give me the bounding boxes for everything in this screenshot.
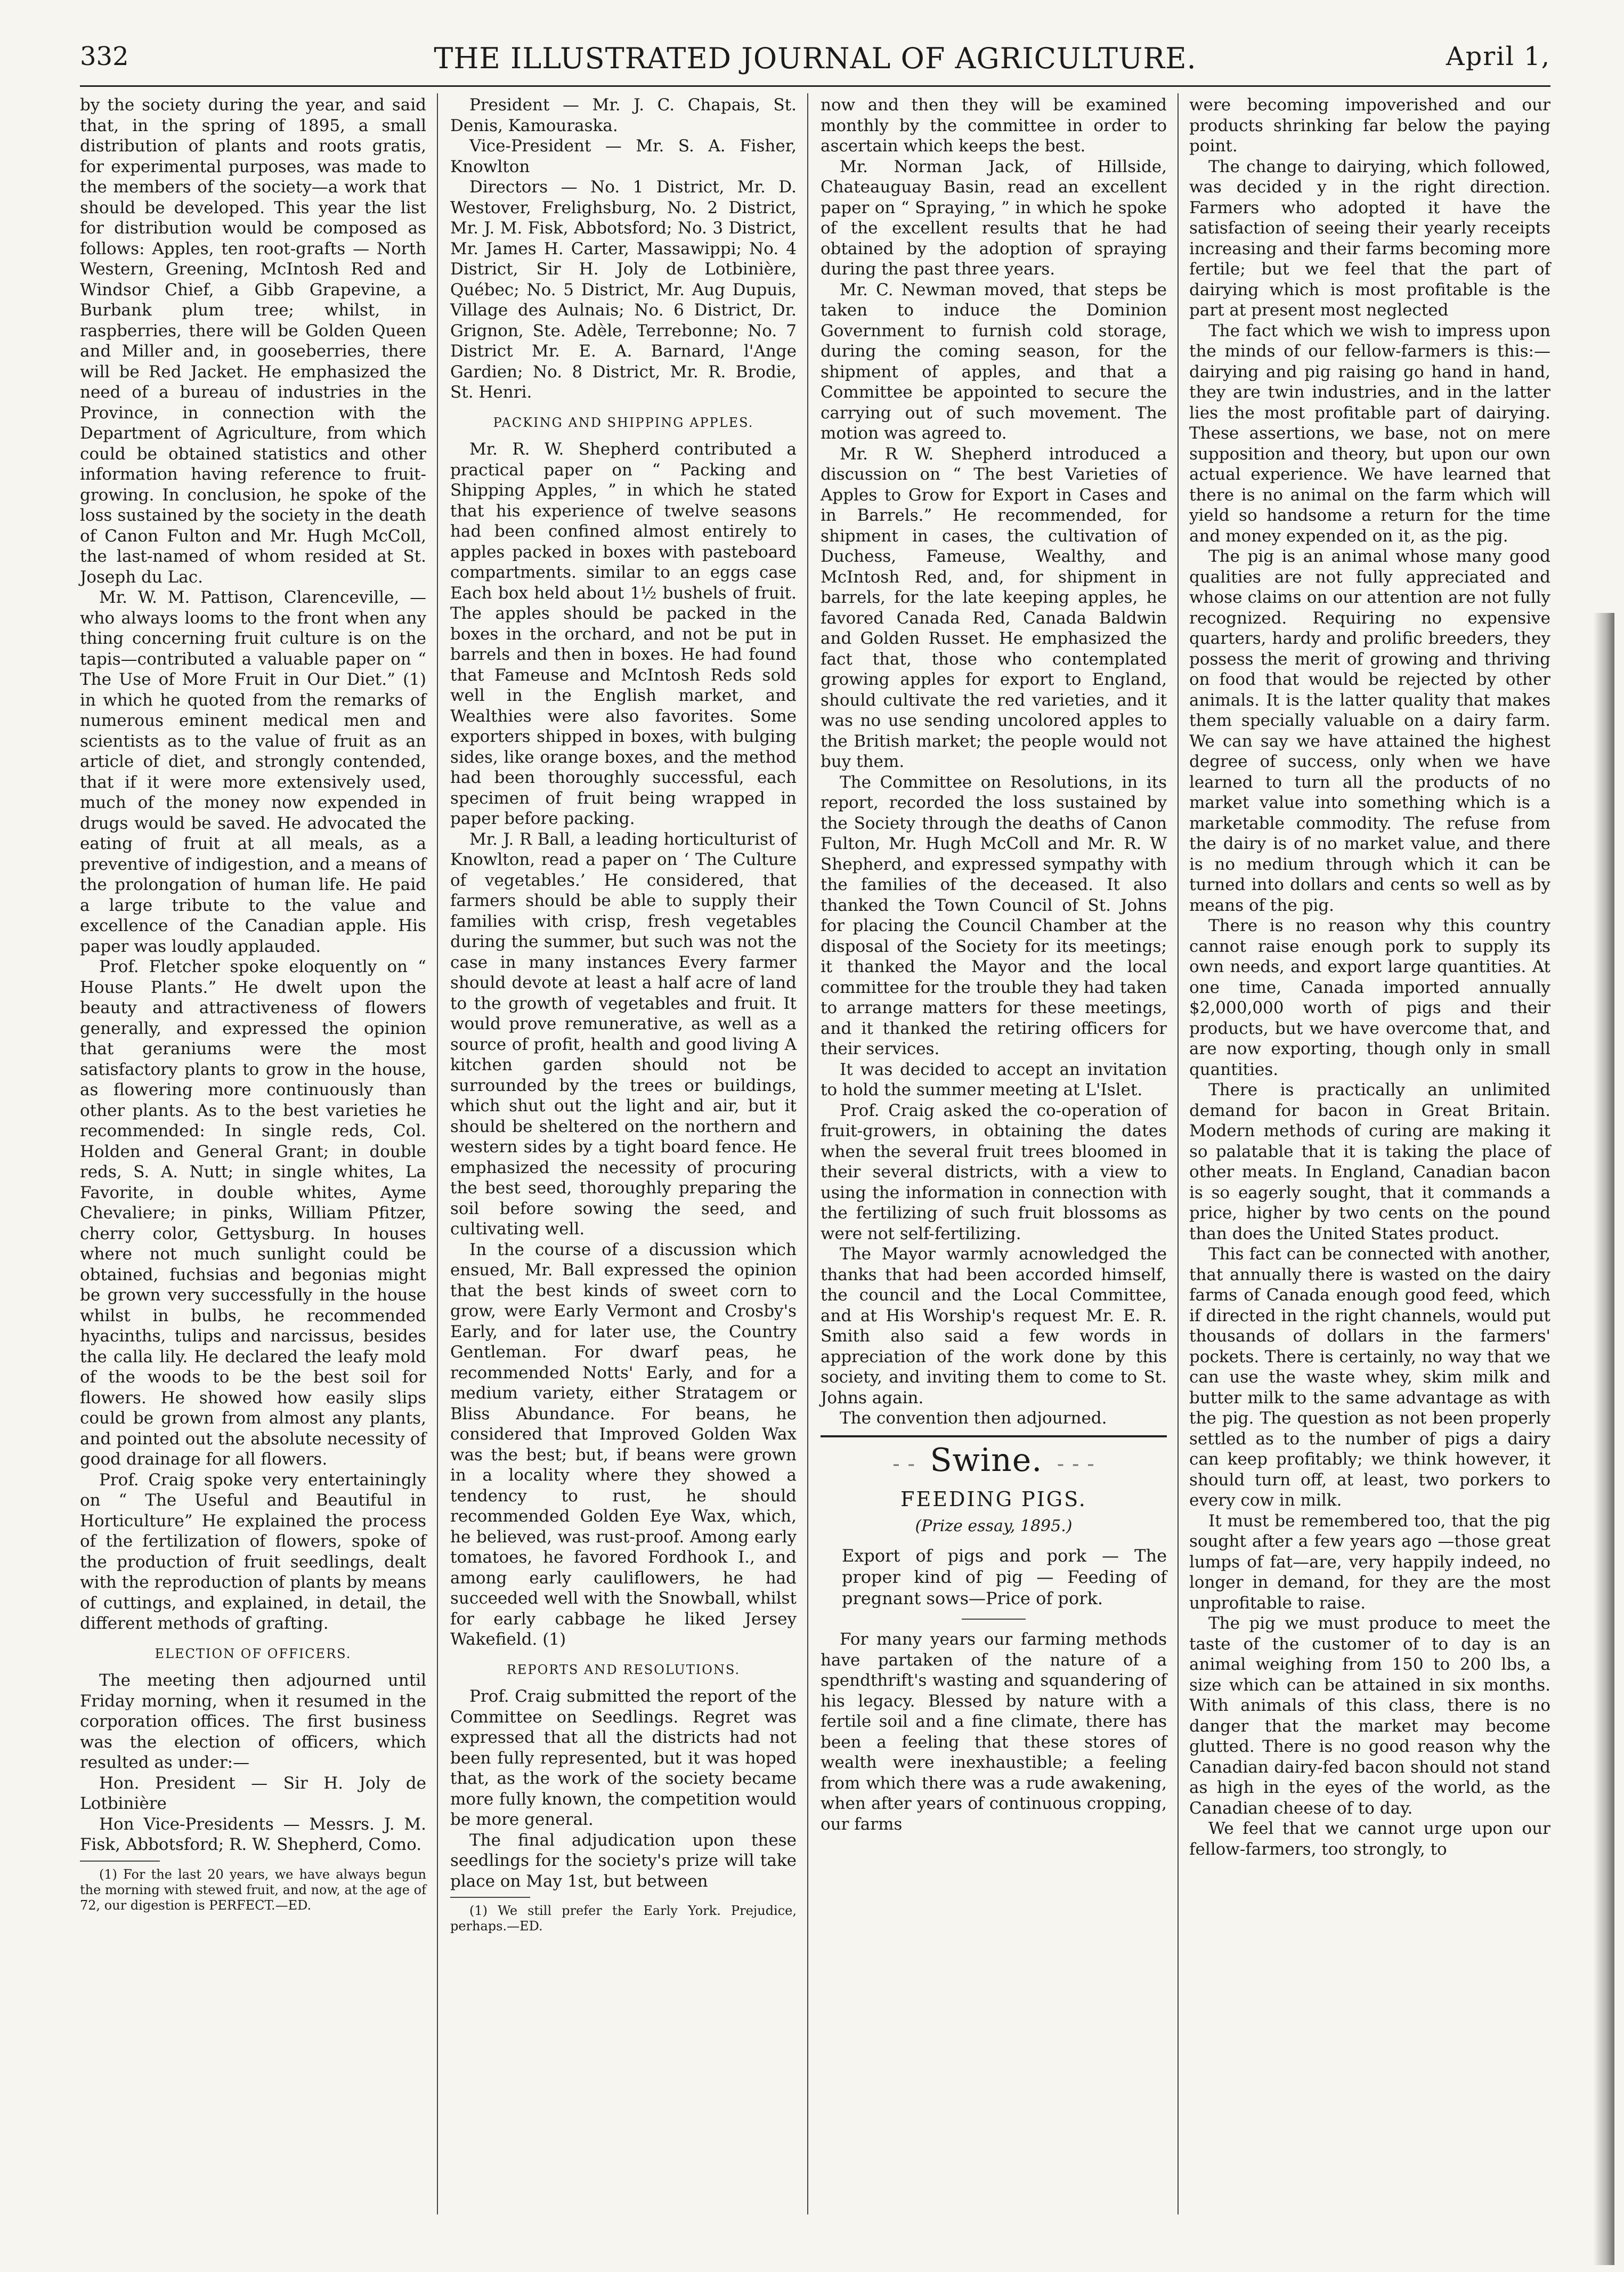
paragraph: For many years our farming methods have partaken of the nature of a spendthrift's wasting and squandering of his legacy. Blessed by nature with a fertile soil and a fine climate, there has been a feeling that these stores of wealth were inexhaustible; a feeling from which there was a rude awakening, when after years of continuous cropping, our farms	[821, 1630, 1167, 1834]
paragraph: Prof. Fletcher spoke eloquently on “ House Plants.” He dwelt upon the beauty and attractiveness of flowers generally, and expressed the opinion that geraniums were the most satisfactory plants to grow in the house, as flowering more continuously than other plants. As to the best varieties he recommended: In single reds, Col. Holden and General Grant; in double reds, S. A. Nutt; in single whites, La Favorite, in double whites, Ayme Chevaliere; in pinks, William Pfitzer, cherry color, Gettysburg. In houses where not much sunlight could be obtained, fuchsias and begonias might be grown very successfully in the house whilst in bulbs, he recommended hyacinths, tulips and narcissus, besides the calla lily. He declared the leafy mold of the woods to be the best soil for flowers. He showed how easily slips could be grown from almost any plants, and pointed out the absolute necessity of good drainage for all flowers.	[80, 957, 426, 1469]
column-4	[1189, 95, 1550, 1859]
paragraph: Mr. W. M. Pattison, Clarenceville, — who always looms to the front when any thing concerning fruit culture is on the tapis—contributed a valuable paper on “ The Use of More Fruit in Our Diet.” (1) in which he quoted from the remarks of numerous eminent medical men and scientists as to the value of fruit as an article of diet, and strongly contended, that if it were more extensively used, much of the money now expended in drugs would be saved. He advocated the eating of fruit at all meals, as a preventive of indigestion, and a means of the prolongation of human life. He paid a large tribute to the value and excellence of the Canadian apple. His paper was loudly applauded.	[80, 588, 426, 956]
paragraph: In the course of a discussion which ensued, Mr. Ball expressed the opinion that the best kinds of sweet corn to grow, were Early Vermont and Crosby's Early, and for later use, the Country Gentleman. For dwarf peas, he recommended Notts' Early, and for a medium variety, either Stratagem or Bliss Abundance. For beans, he considered that Improved Golden Wax was the best; but, if beans were grown in a locality where they showed a tendency to rust, he should recommended Golden Eye Wax, which, he believed, was rust-proof. Among early tomatoes, he favored Fordhook I., and among early cauliflowers, he had succeeded well with the Snowball, whilst for early cabbage he liked Jersey Wakefield. (1)	[450, 1240, 797, 1649]
column-divider	[1178, 93, 1179, 2214]
paragraph: Mr. J. R Ball, a leading horticulturist of Knowlton, read a paper on ‘ The Culture of vegetables.’ He considered, that farmers should be able to supply their families with crisp, fresh vegetables during the summer, but such was not the case in many instances Every farmer should devote at least a half acre of land to the growth of vegetables and fruit. It would prove remunerative, as well as a source of profit, health and good living A kitchen garden should not be surrounded by the trees or buildings, which shut out the light and air, but it should be sheltered on the northern and western sides by a tight board fence. He emphasized the necessity of procuring the best seed, thoroughly preparing the soil before sowing the seed, and cultivating well.	[450, 829, 797, 1239]
section-heading: PACKING AND SHIPPING APPLES.	[493, 415, 754, 430]
paragraph: The meeting then adjourned until Friday morning, when it resumed in the corporation offices. The first business was the election of officers, which resulted as under:—	[80, 1671, 426, 1772]
footnote-rule	[80, 1861, 160, 1862]
paragraph: now and then they will be examined monthly by the committee in order to ascertain which keeps the best.	[821, 95, 1167, 156]
footnote: (1) For the last 20 years, we have always begun the morning with stewed fruit, and now, at the age of 72, our digestion is PERFECT.—ED.	[80, 1866, 426, 1913]
paragraph: The fact which we wish to impress upon the minds of our fellow-farmers is this:—dairying and pig raising go hand in hand, they are twin industries, and in the latter lies the most profitable part of dairying. These assertions, we base, not on mere supposition and theory, but upon our own actual experience. We have learned that there is no animal on the farm which will yield so handsome a return for the time and money expended on it, as the pig.	[1189, 321, 1550, 546]
paragraph: It was decided to accept an invitation to hold the summer meeting at L'Islet.	[821, 1060, 1167, 1099]
paragraph: The final adjudication upon these seedlings for the society's prize will take place on May 1st, but between	[450, 1830, 797, 1891]
footnote: (1) We still prefer the Early York. Prejudice, perhaps.—ED.	[450, 1903, 797, 1934]
paragraph: Directors — No. 1 District, Mr. D. Westover, Frelighsburg, No. 2 District, Mr. J. M. Fisk, Abbotsford; No. 3 District, Mr. James H. Carter, Massawippi; No. 4 District, Sir H. Joly de Lotbinière, Québec; No. 5 District, Mr. Aug Dupuis, Village des Aulnais; No. 6 District, Dr. Grignon, Ste. Adèle, Terrebonne; No. 7 District Mr. E. A. Barnard, l'Ange Gardien; No. 8 District, Mr. R. Brodie, St. Henri.	[450, 177, 797, 402]
header-rule	[80, 85, 1550, 87]
paragraph: Hon. President — Sir H. Joly de Lotbinière	[80, 1773, 426, 1813]
paragraph: The pig is an animal whose many good qualities are not fully appreciated and whose claims on our attention are not fully recognized. Requiring no expensive quarters, hardy and prolific breeders, they possess the merit of growing and thriving on food that would be rejected by other animals. It is the latter quality that makes them specially valuable on a dairy farm. We can say we have attained the highest degree of success, only when we have learned to turn all the products of no market value into something which is a marketable commodity. The refuse from the dairy is of no market value, and there is no medium through which it can be turned into dollars and cents so well as by means of the pig.	[1189, 547, 1550, 915]
paragraph: Prof. Craig asked the co-operation of fruit-growers, in obtaining the dates when the several fruit trees bloomed in their several districts, with a view to using the information in connection with the fertilizing of such fruit blossoms as were not self-fertilizing.	[821, 1101, 1167, 1243]
paragraph: Mr. R W. Shepherd introduced a discussion on “ The best Varieties of Apples to Grow for Export in Cases and in Barrels.” He recommended, for shipment in cases, the cultivation of Duchess, Fameuse, Wealthy, and McIntosh Red, and, for shipment in barrels, for the late keeping apples, he favored Canada Red, Canada Baldwin and Golden Russet. He emphasized the fact that, those who contemplated growing apples for export to England, should cultivate the red varieties, and it was no use sending uncolored apples to the British market; the people would not buy them.	[821, 444, 1167, 771]
article-title: FEEDING PIGS.	[900, 1487, 1087, 1511]
divider	[962, 1619, 1026, 1620]
section-heading: ELECTION OF OFFICERS.	[155, 1646, 352, 1661]
section-title-text: Swine.	[930, 1441, 1043, 1479]
page-number: 332	[80, 42, 129, 71]
column-3	[821, 95, 1167, 1834]
footnote-rule	[450, 1897, 530, 1898]
paragraph: Mr. Norman Jack, of Hillside, Chateauguay Basin, read an excellent paper on “ Spraying, ” in which he spoke of the excellent results that he had obtained by the adoption of spraying during the past three years.	[821, 157, 1167, 279]
issue-date: April 1,	[1446, 42, 1550, 71]
paragraph: The pig we must produce to meet the taste of the customer of to day is an animal weighing from 150 to 200 lbs, a size which can be attained in six months. With animals of this class, there is no danger that the market may become glutted. There is no good reason why the Canadian dairy-fed bacon should not stand as high in the eyes of the world, as the Canadian cheese of to day.	[1189, 1614, 1550, 1818]
page-edge-shadow	[1593, 613, 1614, 2265]
page-header	[80, 32, 1550, 85]
paragraph: Prof. Craig submitted the report of the Committee on Seedlings. Regret was expressed that all the districts had not been fully represented, but it was hoped that, as the work of the society became more fully known, the competition would be more general.	[450, 1687, 797, 1829]
paragraph: Mr. C. Newman moved, that steps be taken to induce the Dominion Government to furnish cold storage, during the coming season, for the shipment of apples, and that a Committee be appointed to secure the carrying out of such movement. The motion was agreed to.	[821, 280, 1167, 443]
paragraph: The convention then adjourned.	[840, 1409, 1107, 1428]
article-abstract: Export of pigs and pork — The proper kind of pig — Feeding of pregnant sows—Price of pork.	[842, 1546, 1167, 1608]
column-1	[80, 95, 426, 1913]
column-2	[450, 95, 797, 1934]
section-title	[821, 1441, 1167, 1479]
ornament: - - -	[1042, 1451, 1095, 1476]
column-divider	[437, 93, 438, 2214]
paragraph: There is practically an unlimited demand for bacon in Great Britain. Modern methods of curing are making it so palatable that it is taking the place of other meats. In England, Canadian bacon is so eagerly sought, that it commands a price, higher by two cents on the pound than does the United States product.	[1189, 1080, 1550, 1243]
paragraph: Hon Vice-Presidents — Messrs. J. M. Fisk, Abbotsford; R. W. Shepherd, Como.	[80, 1814, 426, 1854]
paragraph: were becoming impoverished and our products shrinking far below the paying point.	[1189, 95, 1550, 156]
column-divider	[807, 93, 808, 2214]
paragraph: The change to dairying, which followed, was decided y in the right direction. Farmers who adopted it have the satisfaction of seeing their yearly receipts increasing and their farms becoming more fertile; but we feel that the part of dairying which is most profitable is the part at present most neglected	[1189, 157, 1550, 320]
section-rule	[821, 1435, 1167, 1437]
ornament: - -	[892, 1451, 930, 1476]
paragraph: Mr. R. W. Shepherd contributed a practical paper on “ Packing and Shipping Apples, ” in which he stated that his experience of twelve seasons had been confined almost entirely to apples packed in boxes with pasteboard compartments. similar to an eggs case Each box held about 1½ bushels of fruit. The apples should be packed in the boxes in the orchard, and not be put in barrels and then in boxes. He had found that Fameuse and McIntosh Reds sold well in the English market, and Wealthies were also favorites. Some exporters shipped in boxes, with bulging sides, like orange boxes, and the method had been thoroughly successful, each specimen of fruit being wrapped in paper before packing.	[450, 440, 797, 828]
journal-title: THE ILLUSTRATED JOURNAL OF AGRICULTURE.	[434, 42, 1197, 75]
paragraph: It must be remembered too, that the pig sought after a few years ago —those great lumps of fat—are, very happily indeed, no longer in demand, for they are the most unprofitable to raise.	[1189, 1511, 1550, 1613]
article-subtitle: (Prize essay, 1895.)	[915, 1516, 1073, 1535]
paragraph: We feel that we cannot urge upon our fellow-farmers, too strongly, to	[1189, 1819, 1550, 1859]
paragraph: Vice-President — Mr. S. A. Fisher, Knowlton	[450, 136, 797, 176]
paragraph: The Committee on Resolutions, in its report, recorded the loss sustained by the Society through the deaths of Canon Fulton, Mr. Hugh McColl and Mr. R. W Shepherd, and expressed sympathy with the families of the deceased. It also thanked the Town Council of St. Johns for placing the Council Chamber at the disposal of the Society for its meetings; it thanked the Mayor and the local committee for the trouble they had taken to arrange matters for these meetings, and it thanked the retiring officers for their services.	[821, 772, 1167, 1058]
paragraph: The Mayor warmly acnowledged the thanks that had been accorded himself, the council and the Local Committee, and at His Worship's request Mr. E. R. Smith also said a few words in appreciation of the work done by this society, and inviting them to come to St. Johns again.	[821, 1244, 1167, 1408]
paragraph: President — Mr. J. C. Chapais, St. Denis, Kamouraska.	[450, 95, 797, 135]
paragraph: This fact can be connected with another, that annually there is wasted on the dairy farms of Canada enough good feed, which if directed in the right channels, would put thousands of dollars in the farmers' pockets. There is certainly, no way that we can use the waste whey, skim milk and butter milk to the same advantage as with the pig. The question as not been properly settled as to the number of pigs a dairy can keep profitably; we think however, it should turn off, at least, two porkers to every cow in milk.	[1189, 1244, 1550, 1510]
section-heading: REPORTS AND RESOLUTIONS.	[506, 1662, 741, 1677]
paragraph: Prof. Craig spoke very entertainingly on “ The Useful and Beautiful in Horticulture” He explained the process of the fertilization of flowers, spoke of the production of fruit seedlings, dealt with the reproduction of plants by means of cuttings, and explained, in detail, the different methods of grafting.	[80, 1470, 426, 1633]
paragraph: by the society during the year, and said that, in the spring of 1895, a small distribution of plants and roots gratis, for experimental purposes, was made to the members of the society—a work that should be developed. This year the list for distribution would be composed as follows: Apples, ten root-grafts — North Western, Greening, McIntosh Red and Windsor Chief, a Gibb Grapevine, a Burbank plum tree; whilst, in raspberries, there will be Golden Queen and Miller and, in gooseberries, there will be Red Jacket. He emphasized the need of a bureau of industries in the Province, in connection with the Department of Agriculture, from which could be obtained statistics and other information having reference to fruit-growing. In conclusion, he spoke of the loss sustained by the society in the death of Canon Fulton and Mr. Hugh McColl, the last-named of whom resided at St. Joseph du Lac.	[80, 95, 426, 587]
paragraph: There is no reason why this country cannot raise enough pork to supply its own needs, and export large quantities. At one time, Canada imported annually $2,000,000 worth of pigs and their products, but we have overcome that, and are now exporting, though only in small quantities.	[1189, 916, 1550, 1079]
